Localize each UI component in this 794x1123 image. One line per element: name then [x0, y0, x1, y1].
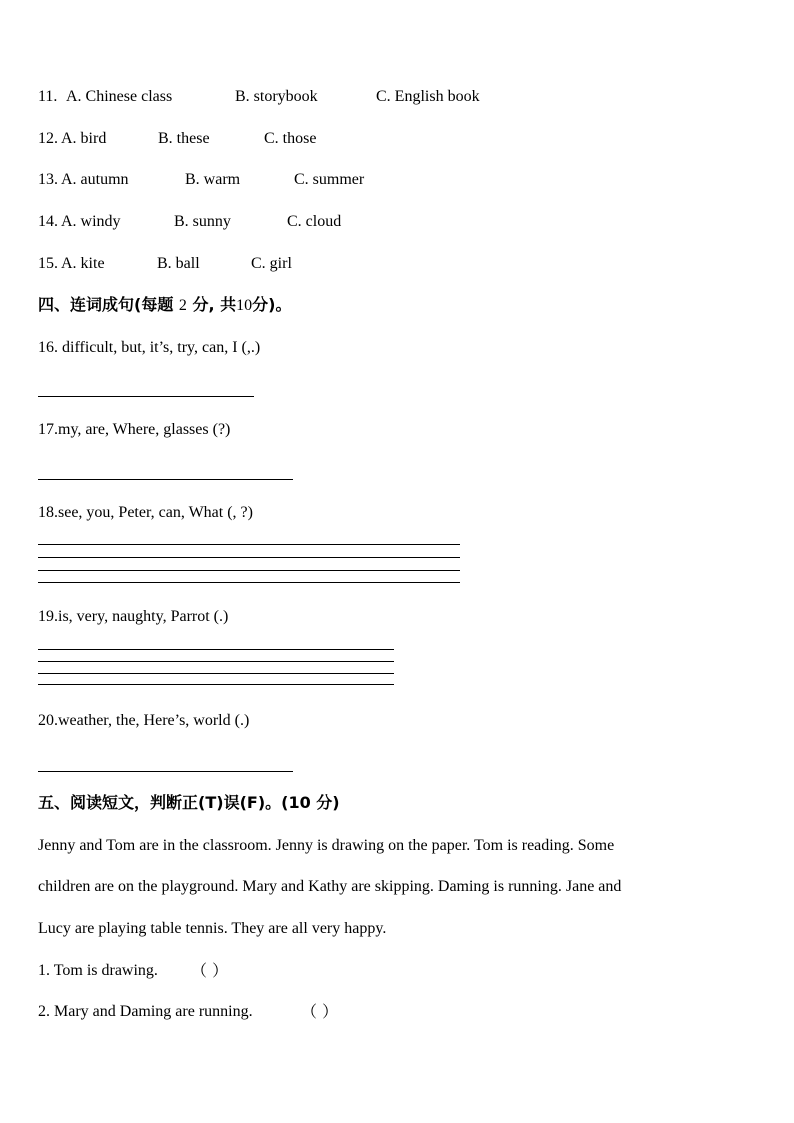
choice-item-11 — [38, 87, 480, 107]
option-c: C. those — [264, 130, 317, 147]
sentence-item-18: 18.see, you, Peter, can, What (, ?) — [38, 504, 253, 521]
answer-line — [38, 479, 293, 480]
heading-number: 10 — [236, 297, 253, 314]
item-number: 13. — [38, 171, 58, 188]
heading-text: 。(10 分) — [265, 793, 340, 812]
option-b: B. storybook — [235, 88, 318, 105]
sentence-item-17: 17.my, are, Where, glasses (?) — [38, 421, 231, 438]
option-b: B. ball — [157, 255, 200, 272]
sentence-item-16: 16. difficult, but, it’s, try, can, I (,.) — [38, 339, 261, 356]
answer-line — [38, 582, 460, 583]
answer-line — [38, 673, 394, 674]
option-c: C. summer — [294, 171, 365, 188]
item-number: 11. — [38, 88, 58, 105]
option-b: B. sunny — [174, 213, 231, 230]
option-a: A. bird — [61, 130, 107, 147]
heading-text: 五、阅读短文，判断正 — [38, 793, 199, 812]
section-5-heading — [38, 793, 340, 813]
heading-text: 分)。 — [252, 295, 292, 314]
item-number: 12. — [38, 130, 58, 147]
heading-text: (T) — [198, 793, 224, 812]
answer-line — [38, 771, 293, 772]
answer-bracket[interactable]: （ ） — [191, 961, 229, 980]
judge-statement: 1. Tom is drawing. — [38, 962, 158, 979]
option-a: A. windy — [61, 213, 121, 230]
passage-line: Jenny and Tom are in the classroom. Jenny is drawing on the paper. Tom is reading. Some — [38, 837, 615, 854]
option-a: A. Chinese class — [66, 88, 173, 105]
heading-text: 四、连词成句(每题 — [38, 295, 174, 314]
answer-bracket[interactable]: （ ） — [301, 1002, 339, 1021]
answer-line — [38, 557, 460, 558]
option-a: A. kite — [61, 255, 105, 272]
choice-item-14 — [38, 212, 342, 232]
heading-text: (F) — [239, 793, 266, 812]
choice-item-12 — [38, 129, 317, 149]
judge-item-2 — [38, 1002, 339, 1022]
answer-line — [38, 684, 394, 685]
passage-line: children are on the playground. Mary and Kathy are skipping. Daming is running. Jane and — [38, 878, 622, 895]
answer-line — [38, 396, 254, 397]
judge-item-1 — [38, 961, 229, 981]
option-b: B. these — [158, 130, 210, 147]
answer-line — [38, 661, 394, 662]
section-4-heading — [38, 295, 291, 316]
option-c: C. girl — [251, 255, 292, 272]
option-c: C. English book — [376, 88, 480, 105]
sentence-item-19: 19.is, very, naughty, Parrot (.) — [38, 608, 229, 625]
option-c: C. cloud — [287, 213, 342, 230]
sentence-item-20: 20.weather, the, Here’s, world (.) — [38, 712, 250, 729]
heading-number: 2 — [178, 297, 187, 314]
option-b: B. warm — [185, 171, 241, 188]
choice-item-13 — [38, 170, 365, 190]
passage-line: Lucy are playing table tennis. They are all very happy. — [38, 920, 387, 937]
answer-line — [38, 570, 460, 571]
heading-text: 分, 共 — [192, 295, 237, 314]
option-a: A. autumn — [61, 171, 129, 188]
choice-item-15 — [38, 254, 292, 274]
item-number: 14. — [38, 213, 58, 230]
item-number: 15. — [38, 255, 58, 272]
answer-line — [38, 649, 394, 650]
heading-text: 误 — [223, 793, 240, 812]
answer-line — [38, 544, 460, 545]
judge-statement: 2. Mary and Daming are running. — [38, 1003, 253, 1020]
